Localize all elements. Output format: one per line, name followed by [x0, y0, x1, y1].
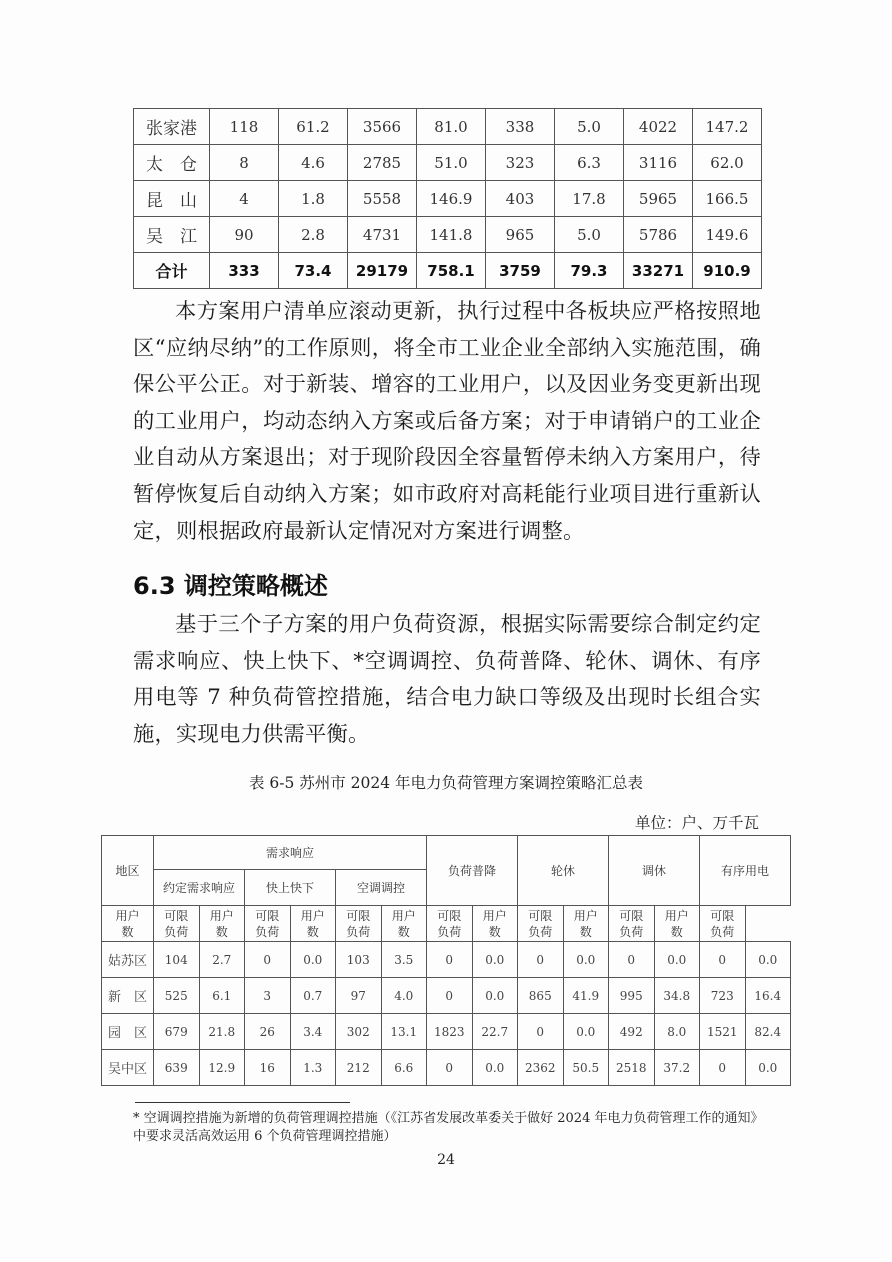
value-cell: 323 — [486, 145, 555, 181]
value-cell: 146.9 — [417, 181, 486, 217]
region-cell: 吴 江 — [134, 217, 210, 253]
header-user-count: 用户数 — [300, 908, 325, 939]
value-cell: 6.1 — [199, 978, 245, 1014]
value-cell: 22.7 — [472, 1014, 518, 1050]
paragraph-strategy-overview: 基于三个子方案的用户负荷资源，根据实际需要综合制定约定需求响应、快上快下、*空调调控、负荷普降、轮休、调休、有序用电等 7 种负荷管控措施，结合电力缺口等级及出现时长组合实施，实现电力供需平衡。 — [133, 612, 761, 747]
value-cell: 865 — [518, 978, 564, 1014]
table-row — [102, 978, 791, 1014]
value-cell: 62.0 — [693, 145, 762, 181]
value-cell: 639 — [154, 1050, 200, 1086]
region-cell: 吴中区 — [102, 1050, 154, 1086]
region-cell: 新 区 — [102, 978, 154, 1014]
value-cell: 41.9 — [563, 978, 609, 1014]
value-cell: 4.6 — [279, 145, 348, 181]
unit-label: 单位：户、万千瓦 — [634, 814, 759, 832]
value-cell: 5786 — [624, 217, 693, 253]
value-cell: 50.5 — [563, 1050, 609, 1086]
value-cell: 61.2 — [279, 109, 348, 145]
value-cell: 5558 — [348, 181, 417, 217]
table-row — [102, 1050, 791, 1086]
paragraph-user-list-update: 本方案用户清单应滚动更新，执行过程中各板块应严格按照地区“应纳尽纳”的工作原则，将全市工业企业全部纳入实施范围，确保公平公正。对于新装、增容的工业用户，以及因业务变更新出现的工业用户，均动态纳入方案或后备方案；对于申请销户的工业企业自动从方案退出；对于现阶段因全容量暂停未纳入方案用户，待暂停恢复后自动纳入方案；如市政府对高耗能行业项目进行重新认定，则根据政府最新认定情况对方案进行调整。 — [133, 299, 761, 544]
header-demand-response: 需求响应 — [154, 836, 427, 870]
value-cell: 166.5 — [693, 181, 762, 217]
value-cell: 2.7 — [199, 942, 245, 978]
value-cell: 1823 — [427, 1014, 473, 1050]
table-row — [102, 942, 791, 978]
header-user-count-cell — [472, 906, 518, 942]
value-cell: 147.2 — [693, 109, 762, 145]
value-cell: 679 — [154, 1014, 200, 1050]
region-cell: 姑苏区 — [102, 942, 154, 978]
header-user-count-cell — [290, 906, 336, 942]
header-limitable-load: 可限负荷 — [710, 908, 735, 939]
value-cell: 8 — [210, 145, 279, 181]
value-cell: 79.3 — [555, 253, 624, 289]
value-cell: 2.8 — [279, 217, 348, 253]
region-cell: 园 区 — [102, 1014, 154, 1050]
table-row — [134, 217, 762, 253]
value-cell: 0 — [427, 1050, 473, 1086]
value-cell: 81.0 — [417, 109, 486, 145]
header-limitable-load: 可限负荷 — [164, 908, 189, 939]
value-cell: 0.0 — [563, 1014, 609, 1050]
value-cell: 90 — [210, 217, 279, 253]
value-cell: 0.0 — [472, 978, 518, 1014]
footnote: * 空调调控措施为新增的负荷管理调控措施（《江苏省发展改革委关于做好 2024 年电力负荷管理工作的通知》中要求灵活高效运用 6 个负荷管理调控措施） — [133, 1111, 757, 1144]
value-cell: 333 — [210, 253, 279, 289]
value-cell: 34.8 — [654, 978, 700, 1014]
value-cell: 141.8 — [417, 217, 486, 253]
header-user-count: 用户数 — [573, 908, 598, 939]
value-cell: 0.0 — [290, 942, 336, 978]
value-cell: 97 — [336, 978, 382, 1014]
region-cell: 昆 山 — [134, 181, 210, 217]
value-cell: 525 — [154, 978, 200, 1014]
value-cell: 16.4 — [745, 978, 791, 1014]
header-limitable-load-cell — [245, 906, 291, 942]
header-user-count-cell — [381, 906, 427, 942]
value-cell: 6.6 — [381, 1050, 427, 1086]
value-cell: 33271 — [624, 253, 693, 289]
value-cell: 103 — [336, 942, 382, 978]
value-cell: 1521 — [700, 1014, 746, 1050]
value-cell: 723 — [700, 978, 746, 1014]
header-limitable-load-cell — [336, 906, 382, 942]
header-rotation-rest: 轮休 — [518, 836, 609, 906]
header-limitable-load-cell — [427, 906, 473, 942]
value-cell: 3.5 — [381, 942, 427, 978]
value-cell: 492 — [609, 1014, 655, 1050]
value-cell: 212 — [336, 1050, 382, 1086]
value-cell: 16 — [245, 1050, 291, 1086]
value-cell: 0 — [245, 942, 291, 978]
value-cell: 965 — [486, 217, 555, 253]
value-cell: 0 — [700, 942, 746, 978]
value-cell: 13.1 — [381, 1014, 427, 1050]
value-cell: 0.0 — [654, 942, 700, 978]
header-orderly-power: 有序用电 — [700, 836, 791, 906]
value-cell: 2785 — [348, 145, 417, 181]
value-cell: 2362 — [518, 1050, 564, 1086]
value-cell: 12.9 — [199, 1050, 245, 1086]
header-user-count-cell — [102, 906, 154, 942]
value-cell: 149.6 — [693, 217, 762, 253]
value-cell: 4022 — [624, 109, 693, 145]
value-cell: 37.2 — [654, 1050, 700, 1086]
header-limitable-load: 可限负荷 — [255, 908, 280, 939]
value-cell: 3116 — [624, 145, 693, 181]
value-cell: 17.8 — [555, 181, 624, 217]
header-limitable-load: 可限负荷 — [619, 908, 644, 939]
region-cell: 合计 — [134, 253, 210, 289]
header-limitable-load: 可限负荷 — [437, 908, 462, 939]
table-row — [134, 181, 762, 217]
value-cell: 0.0 — [472, 942, 518, 978]
header-agreed-demand-response: 约定需求响应 — [154, 870, 245, 906]
value-cell: 995 — [609, 978, 655, 1014]
value-cell: 3566 — [348, 109, 417, 145]
header-user-count-cell — [563, 906, 609, 942]
value-cell: 51.0 — [417, 145, 486, 181]
value-cell: 26 — [245, 1014, 291, 1050]
header-limitable-load-cell — [518, 906, 564, 942]
value-cell: 302 — [336, 1014, 382, 1050]
value-cell: 910.9 — [693, 253, 762, 289]
value-cell: 5.0 — [555, 109, 624, 145]
value-cell: 1.3 — [290, 1050, 336, 1086]
header-user-count: 用户数 — [664, 908, 689, 939]
header-limitable-load-cell — [700, 906, 746, 942]
value-cell: 3759 — [486, 253, 555, 289]
value-cell: 758.1 — [417, 253, 486, 289]
table-row — [134, 109, 762, 145]
value-cell: 8.0 — [654, 1014, 700, 1050]
footnote-divider — [135, 1102, 350, 1103]
value-cell: 5965 — [624, 181, 693, 217]
value-cell: 118 — [210, 109, 279, 145]
header-user-count: 用户数 — [391, 908, 416, 939]
value-cell: 0 — [518, 942, 564, 978]
value-cell: 4 — [210, 181, 279, 217]
header-user-count: 用户数 — [482, 908, 507, 939]
value-cell: 0 — [609, 942, 655, 978]
header-limitable-load: 可限负荷 — [346, 908, 371, 939]
value-cell: 4731 — [348, 217, 417, 253]
header-limitable-load: 可限负荷 — [528, 908, 553, 939]
header-ac-control: 空调调控 — [336, 870, 427, 906]
region-cell: 张家港 — [134, 109, 210, 145]
header-limitable-load-cell — [609, 906, 655, 942]
value-cell: 0.0 — [563, 942, 609, 978]
value-cell: 0.7 — [290, 978, 336, 1014]
header-region: 地区 — [102, 836, 154, 906]
section-heading: 6.3 调控策略概述 — [133, 572, 328, 600]
value-cell: 0 — [427, 942, 473, 978]
value-cell: 0 — [427, 978, 473, 1014]
header-user-count-cell — [199, 906, 245, 942]
value-cell: 29179 — [348, 253, 417, 289]
strategy-summary-table — [101, 835, 791, 1086]
value-cell: 338 — [486, 109, 555, 145]
value-cell: 73.4 — [279, 253, 348, 289]
table-row — [134, 145, 762, 181]
header-limitable-load-cell — [154, 906, 200, 942]
header-user-count-cell — [654, 906, 700, 942]
value-cell: 104 — [154, 942, 200, 978]
value-cell: 6.3 — [555, 145, 624, 181]
table-caption: 表 6-5 苏州市 2024 年电力负荷管理方案调控策略汇总表 — [248, 774, 644, 792]
value-cell: 3.4 — [290, 1014, 336, 1050]
header-user-count: 用户数 — [209, 908, 234, 939]
value-cell: 0.0 — [472, 1050, 518, 1086]
table-row — [102, 1014, 791, 1050]
value-cell: 0.0 — [745, 942, 791, 978]
load-summary-table-continued — [133, 108, 762, 289]
header-shift-rest: 调休 — [609, 836, 700, 906]
value-cell: 82.4 — [745, 1014, 791, 1050]
header-fast-up-down: 快上快下 — [245, 870, 336, 906]
value-cell: 21.8 — [199, 1014, 245, 1050]
value-cell: 1.8 — [279, 181, 348, 217]
value-cell: 403 — [486, 181, 555, 217]
value-cell: 0.0 — [745, 1050, 791, 1086]
region-cell: 太 仓 — [134, 145, 210, 181]
value-cell: 5.0 — [555, 217, 624, 253]
value-cell: 2518 — [609, 1050, 655, 1086]
value-cell: 3 — [245, 978, 291, 1014]
page-number: 24 — [437, 1152, 455, 1168]
table-total-row — [134, 253, 762, 289]
value-cell: 0 — [700, 1050, 746, 1086]
value-cell: 0 — [518, 1014, 564, 1050]
header-load-reduction: 负荷普降 — [427, 836, 518, 906]
value-cell: 4.0 — [381, 978, 427, 1014]
header-user-count: 用户数 — [115, 908, 140, 939]
